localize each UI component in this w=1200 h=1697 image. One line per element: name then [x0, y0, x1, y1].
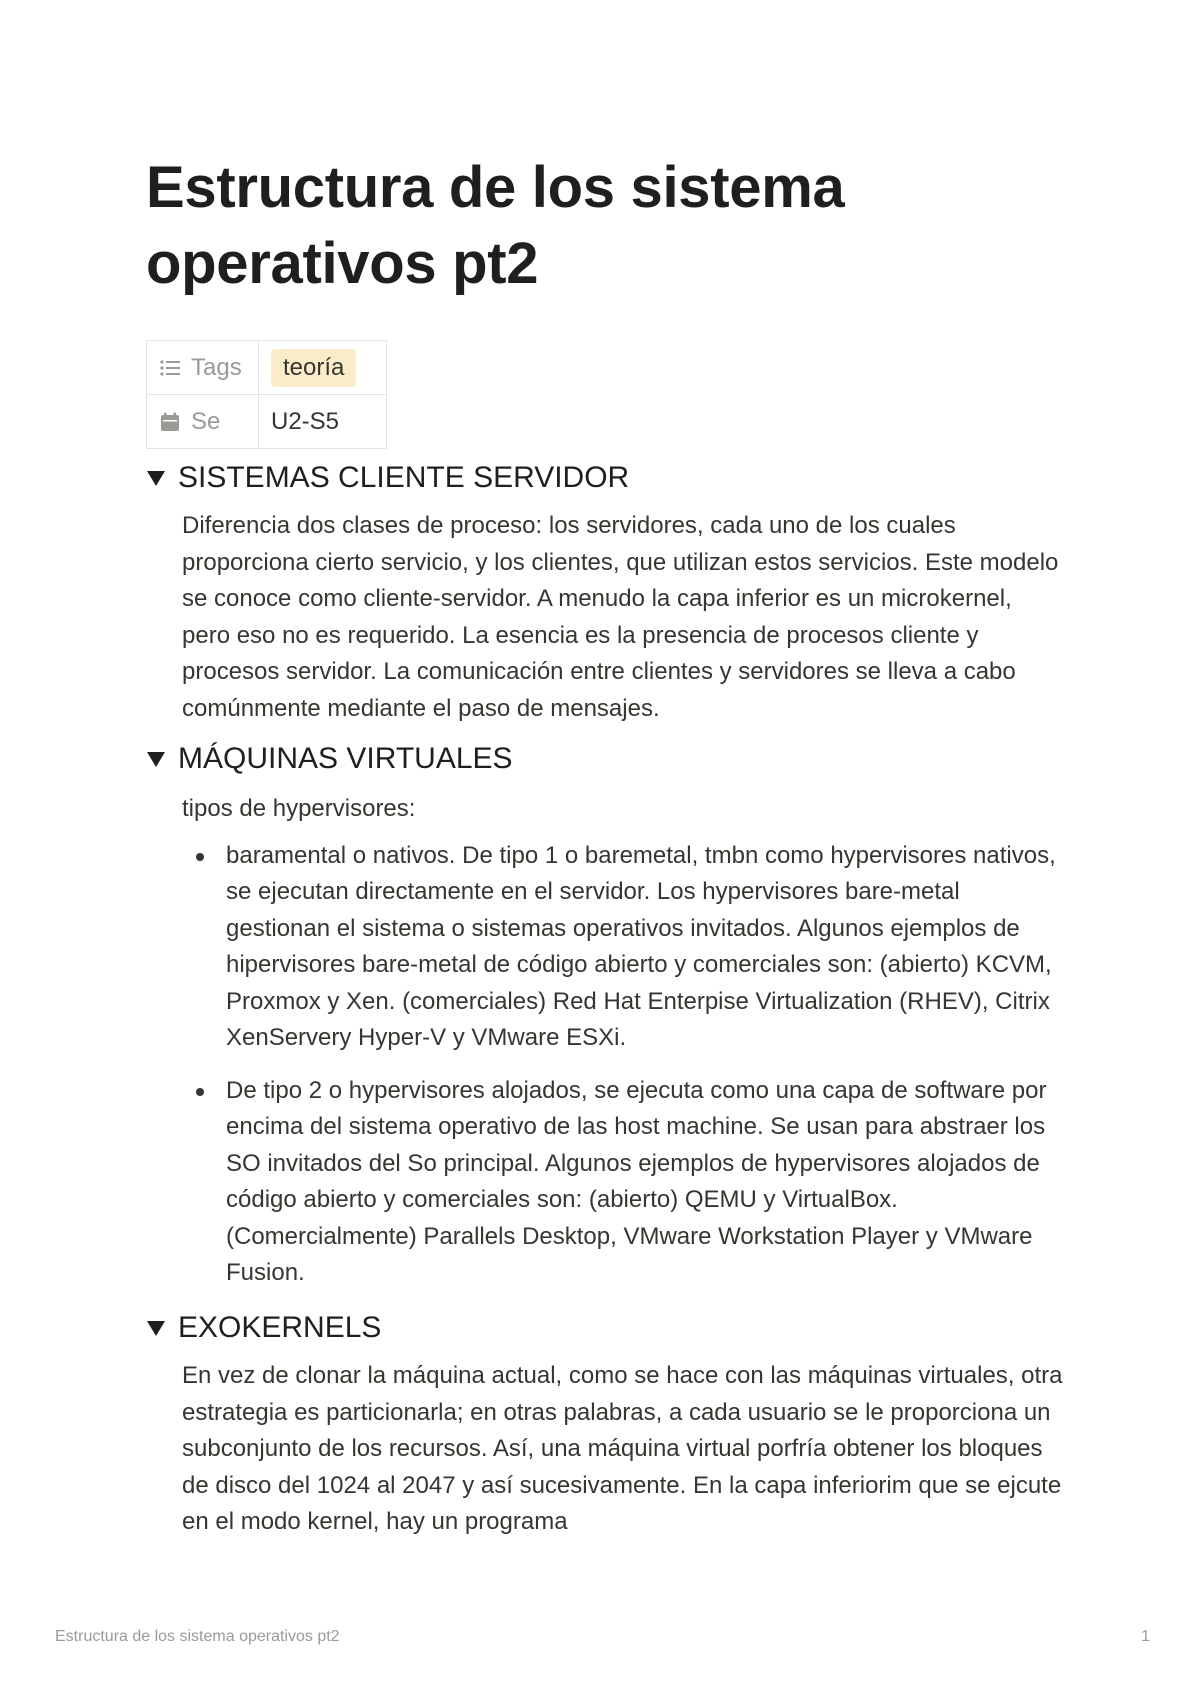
- section-heading: EXOKERNELS: [178, 1311, 382, 1344]
- triangle-down-icon[interactable]: [146, 1318, 166, 1338]
- section-paragraph: tipos de hypervisores:: [182, 795, 416, 822]
- triangle-down-icon[interactable]: [146, 468, 166, 488]
- calendar-icon: [159, 411, 181, 433]
- toggle-section-cliente-servidor: [146, 458, 1066, 727]
- bullet-icon: [196, 1088, 204, 1096]
- property-row-se: [147, 395, 387, 449]
- property-name-cell[interactable]: [147, 341, 259, 395]
- property-name-cell[interactable]: [147, 395, 259, 449]
- toggle-section-maquinas-virtuales: [146, 739, 1066, 1308]
- footer-title: Estructura de los sistema operativos pt2: [55, 1628, 340, 1645]
- properties-table: [146, 340, 387, 449]
- toggle-heading[interactable]: [146, 1308, 1066, 1348]
- property-value-cell[interactable]: [259, 395, 387, 449]
- property-name-se: Se: [191, 407, 221, 435]
- list-item-text: baramental o nativos. De tipo 1 o baremetal, tmbn como hypervisores nativos, se ejecutan directamente en el servidor. Los hypervisores bare-metal gestionan el sistema o sistemas operativos invitados. Algunos ejemplos de hipervisores bare-metal de código abierto y comerciales son: (abierto) KCVM, Proxmox y Xen. (comerciales) Red Hat Enterpise Virtualization (RHEV), Citrix XenServery Hyper-V y VMware ESXi.: [226, 841, 1056, 1051]
- list-item: [182, 838, 1066, 1057]
- page-footer: [55, 1628, 1150, 1646]
- page-number: 1: [1141, 1628, 1150, 1645]
- list-icon: [159, 357, 181, 379]
- property-row-tags: [147, 341, 387, 395]
- section-paragraph: En vez de clonar la máquina actual, como se hace con las máquinas virtuales, otra estrategia es particionarla; en otras palabras, a cada usuario se le proporciona un subconjunto de los recursos. Así, una máquina virtual porfría obtener los bloques de disco del 1024 al 2047 y así sucesivamente. En la capa inferiorim que se ejcute en el modo kernel, hay un programa: [182, 1362, 1063, 1535]
- list-item-text: De tipo 2 o hypervisores alojados, se ejecuta como una capa de software por encima del sistema operativo de las host machine. Se usan para abstraer los SO invitados del So principal. Algunos ejemplos de hypervisores alojados de código abierto y comerciales son: (abierto) QEMU y VirtualBox. (Comercialmente) Parallels Desktop, VMware Workstation Player y VMware Fusion.: [226, 1076, 1047, 1286]
- toggle-heading[interactable]: [146, 458, 1066, 498]
- property-value-se: U2-S5: [271, 407, 340, 435]
- section-paragraph: Diferencia dos clases de proceso: los servidores, cada uno de los cuales proporciona cierto servicio, y los clientes, que utilizan estos servicios. Este modelo se conoce como cliente-servidor. A menudo la capa inferior es un microkernel, pero eso no es requerido. La esencia es la presencia de procesos cliente y procesos servidor. La comunicación entre clientes y servidores se lleva a cabo comúnmente mediante el paso de mensajes.: [182, 512, 1059, 722]
- bullet-list: [146, 838, 1066, 1292]
- tag-badge[interactable]: teoría: [271, 349, 356, 387]
- triangle-down-icon[interactable]: [146, 749, 166, 769]
- toggle-section-exokernels: [146, 1308, 1066, 1541]
- section-heading: MÁQUINAS VIRTUALES: [178, 742, 513, 775]
- property-name-tags: Tags: [191, 353, 242, 381]
- list-item: [182, 1073, 1066, 1292]
- page-title: Estructura de los sistema operativos pt2: [146, 155, 845, 296]
- section-heading: SISTEMAS CLIENTE SERVIDOR: [178, 461, 630, 494]
- property-value-cell[interactable]: [259, 341, 387, 395]
- toggle-heading[interactable]: [146, 739, 1066, 779]
- bullet-icon: [196, 853, 204, 861]
